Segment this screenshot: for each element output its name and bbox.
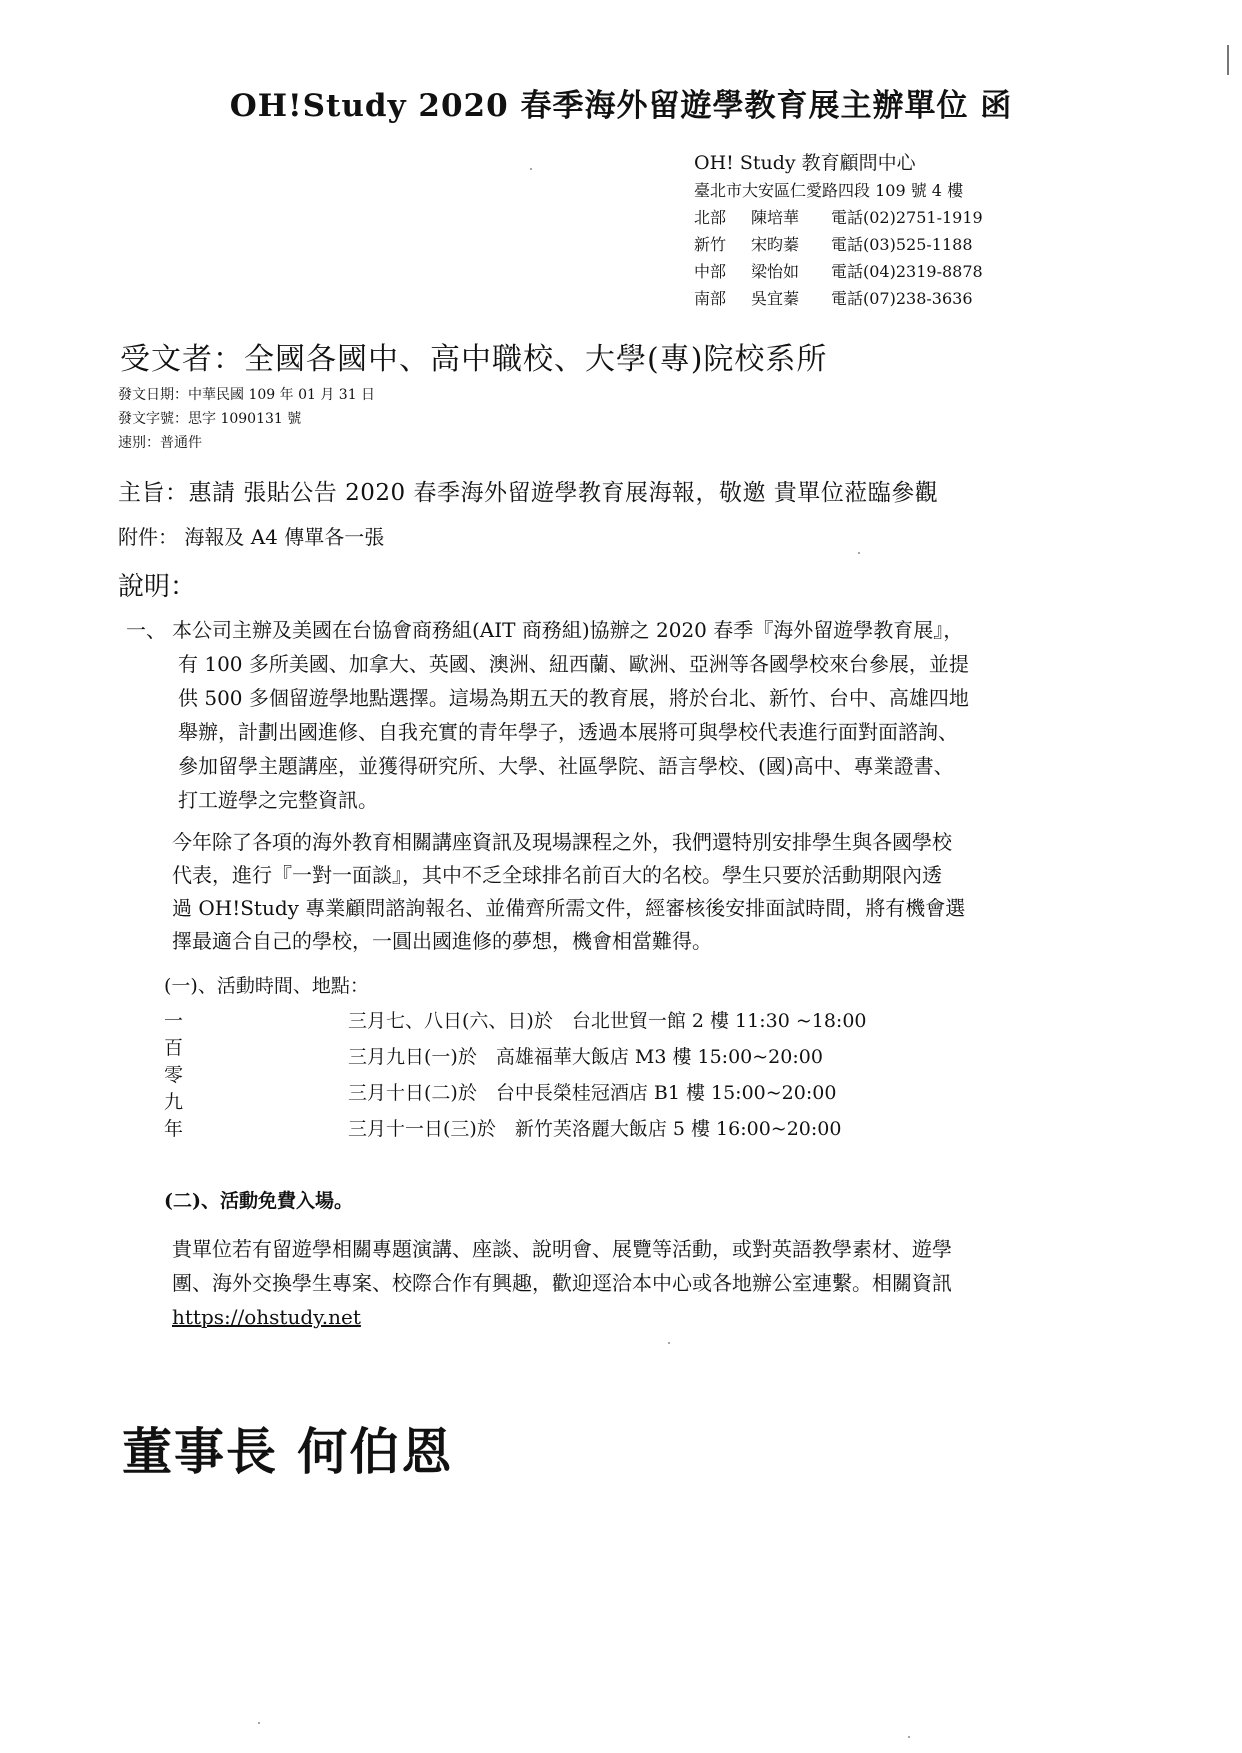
letter-title: OH!Study 2020 春季海外留遊學教育展主辦單位 函	[229, 88, 1013, 124]
paragraph-line: 擇最適合自己的學校，一圓出國進修的夢想，機會相當難得。	[172, 929, 712, 953]
contact-row	[694, 204, 983, 231]
sender-block	[694, 150, 983, 312]
contact-region: 北部	[694, 208, 727, 227]
schedule-year: 一百零九年	[164, 1010, 184, 1140]
attachment-line: 附件： 海報及 A4 傳單各一張	[118, 525, 385, 549]
schedule-row: 三月九日(一)於 高雄福華大飯店 M3 樓 15:00~20:00	[348, 1046, 823, 1068]
scan-edge-mark	[1227, 45, 1229, 75]
issue-meta	[118, 383, 375, 455]
scan-speck	[858, 552, 860, 554]
contact-region: 中部	[694, 262, 727, 281]
issue-reference: 發文字號：思字 1090131 號	[118, 411, 302, 427]
paragraph-line: 供 500 多個留遊學地點選擇。這場為期五天的教育展，將於台北、新竹、台中、高雄四地	[178, 686, 969, 710]
paragraph-line: 有 100 多所美國、加拿大、英國、澳洲、紐西蘭、歐洲、亞洲等各國學校來台參展，並提	[178, 652, 969, 676]
signature-line: 董事長 何伯恩	[122, 1422, 454, 1481]
schedule-row: 三月十日(二)於 台中長榮桂冠酒店 B1 樓 15:00~20:00	[348, 1082, 837, 1104]
paragraph-line: 代表，進行『一對一面談』，其中不乏全球排名前百大的名校。學生只要於活動期限內透	[172, 863, 942, 887]
paragraph-line: 貴單位若有留遊學相關專題演講、座談、說明會、展覽等活動，或對英語教學素材、遊學	[172, 1237, 952, 1261]
contact-person: 宋昀蓁	[751, 235, 800, 254]
schedule-row: 三月七、八日(六、日)於 台北世貿一館 2 樓 11:30 ~18:00	[348, 1010, 867, 1032]
schedule-row: 三月十一日(三)於 新竹芙洛麗大飯店 5 樓 16:00~20:00	[348, 1118, 842, 1140]
paragraph-two	[172, 826, 1112, 958]
explanation-heading: 說明：	[118, 572, 197, 602]
item-marker: 一、	[126, 618, 166, 642]
contact-row	[694, 258, 983, 285]
paragraph-line: 打工遊學之完整資訊。	[178, 788, 378, 812]
paragraph-line: 團、海外交換學生專案、校際合作有興趣，歡迎逕洽本中心或各地辦公室連繫。相關資訊	[172, 1271, 952, 1295]
paragraph-line: 本公司主辦及美國在台協會商務組(AIT 商務組)協辦之 2020 春季『海外留遊學教育展』，	[172, 618, 964, 642]
paragraph-line: 參加留學主題講座，並獲得研究所、大學、社區學院、語言學校、(國)高中、專業證書、	[178, 754, 954, 778]
contact-phone: 電話(07)238-3636	[831, 289, 973, 308]
contact-region: 南部	[694, 289, 727, 308]
contact-phone: 電話(02)2751-1919	[831, 208, 983, 227]
issue-date: 發文日期：中華民國 109 年 01 月 31 日	[118, 387, 376, 403]
sender-org: OH! Study 教育顧問中心	[694, 152, 916, 174]
contact-person: 梁怡如	[751, 262, 800, 281]
delivery-speed: 速別：普通件	[118, 435, 202, 451]
contact-region: 新竹	[694, 235, 727, 254]
scan-speck	[668, 1342, 670, 1344]
contact-person: 吳宜蓁	[751, 289, 800, 308]
sender-address: 臺北市大安區仁愛路四段 109 號 4 樓	[694, 181, 964, 200]
contact-row	[694, 231, 983, 258]
scan-speck	[908, 1736, 910, 1738]
contact-phone: 電話(04)2319-8878	[831, 262, 983, 281]
contact-person: 陳培華	[751, 208, 800, 227]
paragraph-line: 今年除了各項的海外教育相關講座資訊及現場課程之外，我們還特別安排學生與各國學校	[172, 830, 952, 854]
scan-speck	[258, 1722, 260, 1724]
contact-row	[694, 285, 983, 312]
schedule-heading: (一)、活動時間、地點：	[164, 975, 369, 997]
paragraph-line: 過 OH!Study 專業顧問諮詢報名、並備齊所需文件，經審核後安排面試時間，將有機會選	[172, 896, 966, 920]
paragraph-line: 舉辦，計劃出國進修、自我充實的青年學子，透過本展將可與學校代表進行面對面諮詢、	[178, 720, 958, 744]
paragraph-one	[126, 613, 1112, 817]
contact-phone: 電話(03)525-1188	[831, 235, 973, 254]
subject-line: 主旨：惠請 張貼公告 2020 春季海外留遊學教育展海報，敬邀 貴單位蒞臨參觀	[118, 480, 939, 506]
recipient-line: 受文者：全國各國中、高中職校、大學(專)院校系所	[120, 342, 828, 377]
paragraph-three	[172, 1232, 1112, 1334]
scan-speck	[530, 168, 532, 170]
website-link[interactable]: https://ohstudy.net	[172, 1305, 361, 1329]
free-entry-heading: (二)、活動免費入場。	[164, 1190, 353, 1212]
